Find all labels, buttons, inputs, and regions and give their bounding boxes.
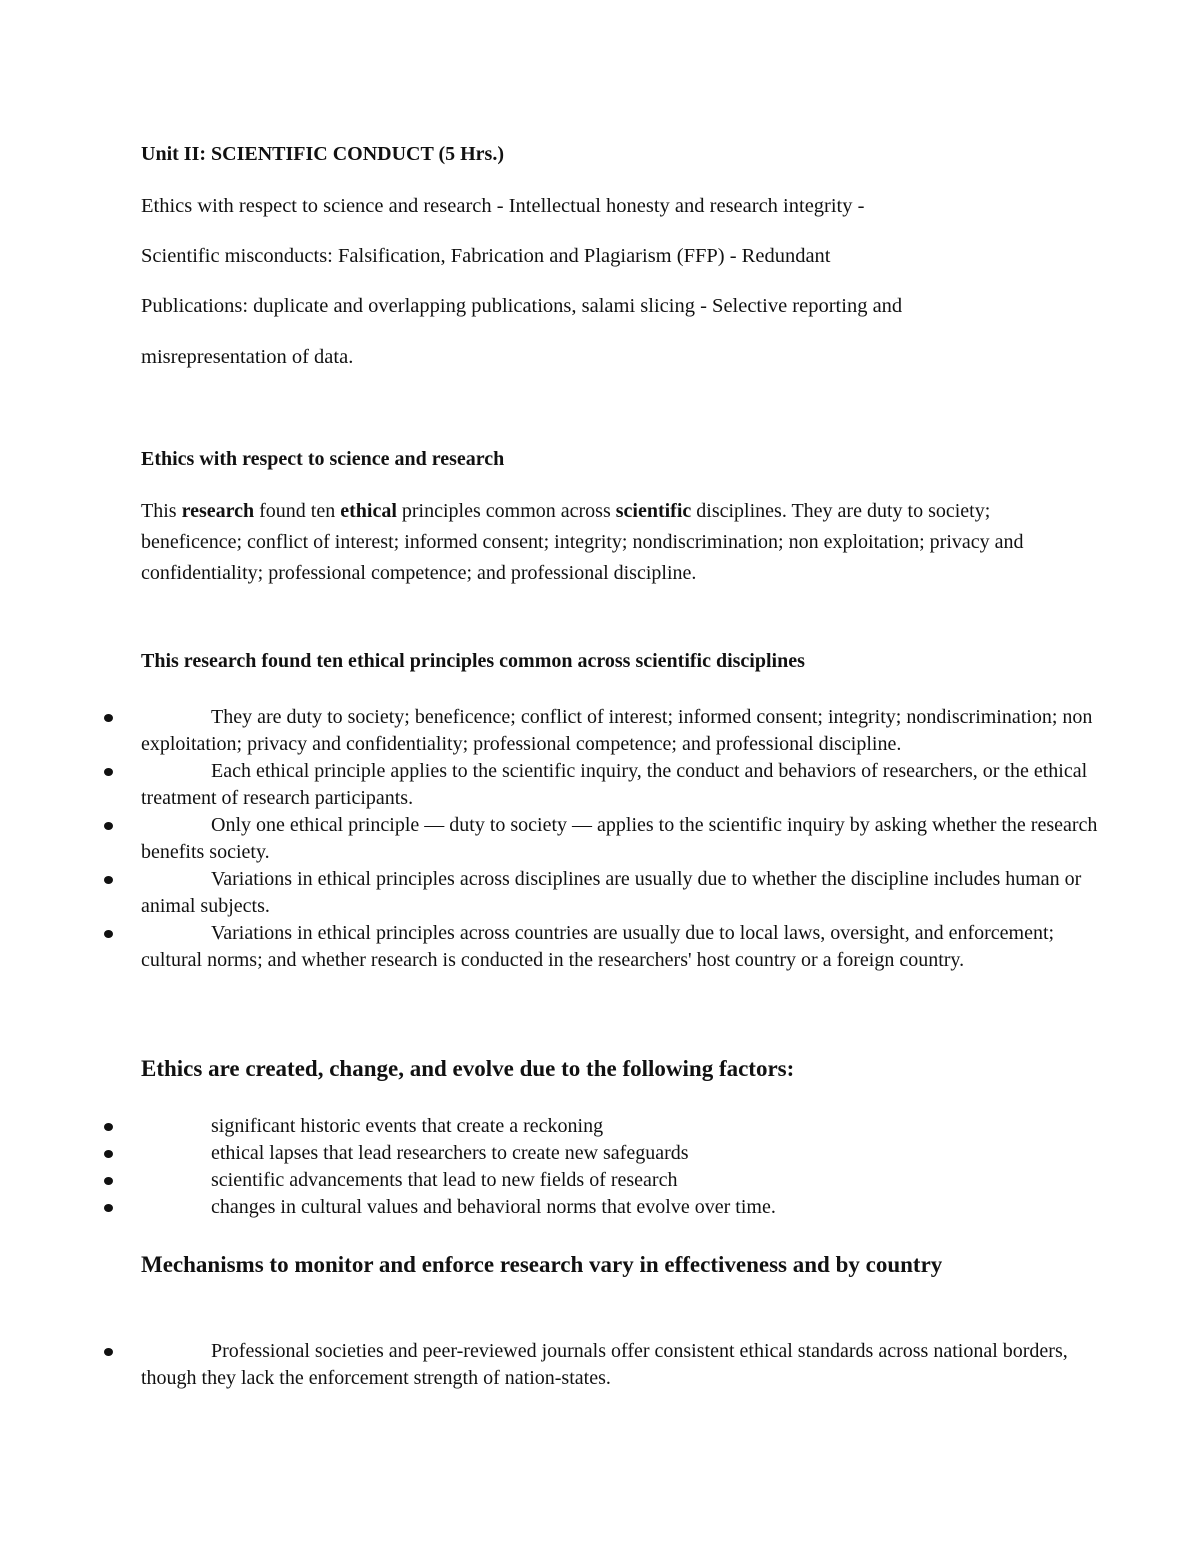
section-heading-mechanisms: Mechanisms to monitor and enforce research vary in effectiveness and by country [141, 1252, 943, 1277]
list-item: ethical lapses that lead researchers to create new safeguards [0, 1140, 1100, 1167]
list-item: scientific advancements that lead to new fields of research [0, 1167, 1100, 1194]
list-item: Only one ethical principle — duty to society — applies to the scientific inquiry by asking whether the research benefits society. [0, 812, 1100, 866]
bullet-icon [104, 1348, 113, 1356]
list-item: They are duty to society; beneficence; conflict of interest; informed consent; integrity; nondiscrimination; non exploitation; privacy and confidentiality; professional competence; and professional discipline. [0, 704, 1100, 758]
bullet-icon [104, 1123, 113, 1131]
list-item: Each ethical principle applies to the scientific inquiry, the conduct and behaviors of researchers, or the ethical treatment of research participants. [0, 758, 1100, 812]
principles-list [0, 704, 1100, 974]
syllabus-line: Ethics with respect to science and research - Intellectual honesty and research integrity - [141, 195, 865, 217]
list-item: changes in cultural values and behavioral norms that evolve over time. [0, 1194, 1100, 1221]
list-item: Professional societies and peer-reviewed journals offer consistent ethical standards across national borders, though they lack the enforcement strength of nation-states. [0, 1338, 1100, 1392]
bullet-icon [104, 1204, 113, 1212]
factors-list [0, 1113, 1100, 1221]
bullet-icon [104, 1177, 113, 1185]
section-heading-ethics: Ethics with respect to science and research [141, 448, 505, 470]
bullet-icon [104, 1150, 113, 1158]
ethics-paragraph: This research found ten ethical principles common across scientific disciplines. They are duty to society; beneficence; conflict of interest; informed consent; integrity; nondiscrimination; non exploitation; privacy and confidentiality; professional competence; and professional discipline. [141, 500, 1024, 584]
list-item: significant historic events that create a reckoning [0, 1113, 1100, 1140]
section-heading-factors: Ethics are created, change, and evolve due to the following factors: [141, 1056, 795, 1081]
unit-title: Unit II: SCIENTIFIC CONDUCT (5 Hrs.) [141, 143, 504, 165]
bullet-icon [104, 714, 113, 722]
syllabus-line: Publications: duplicate and overlapping publications, salami slicing - Selective reporting and [141, 295, 903, 317]
mechanisms-list [0, 1338, 1100, 1392]
list-item: Variations in ethical principles across countries are usually due to local laws, oversight, and enforcement; cultural norms; and whether research is conducted in the researchers' host country or a foreign country. [0, 920, 1100, 974]
syllabus-line: misrepresentation of data. [141, 346, 354, 368]
bullet-icon [104, 930, 113, 938]
bullet-icon [104, 876, 113, 884]
syllabus-line: Scientific misconducts: Falsification, Fabrication and Plagiarism (FFP) - Redundant [141, 245, 831, 267]
bullet-icon [104, 822, 113, 830]
bullet-icon [104, 768, 113, 776]
section-heading-principles: This research found ten ethical principles common across scientific disciplines [141, 650, 805, 672]
list-item: Variations in ethical principles across disciplines are usually due to whether the discipline includes human or animal subjects. [0, 866, 1100, 920]
